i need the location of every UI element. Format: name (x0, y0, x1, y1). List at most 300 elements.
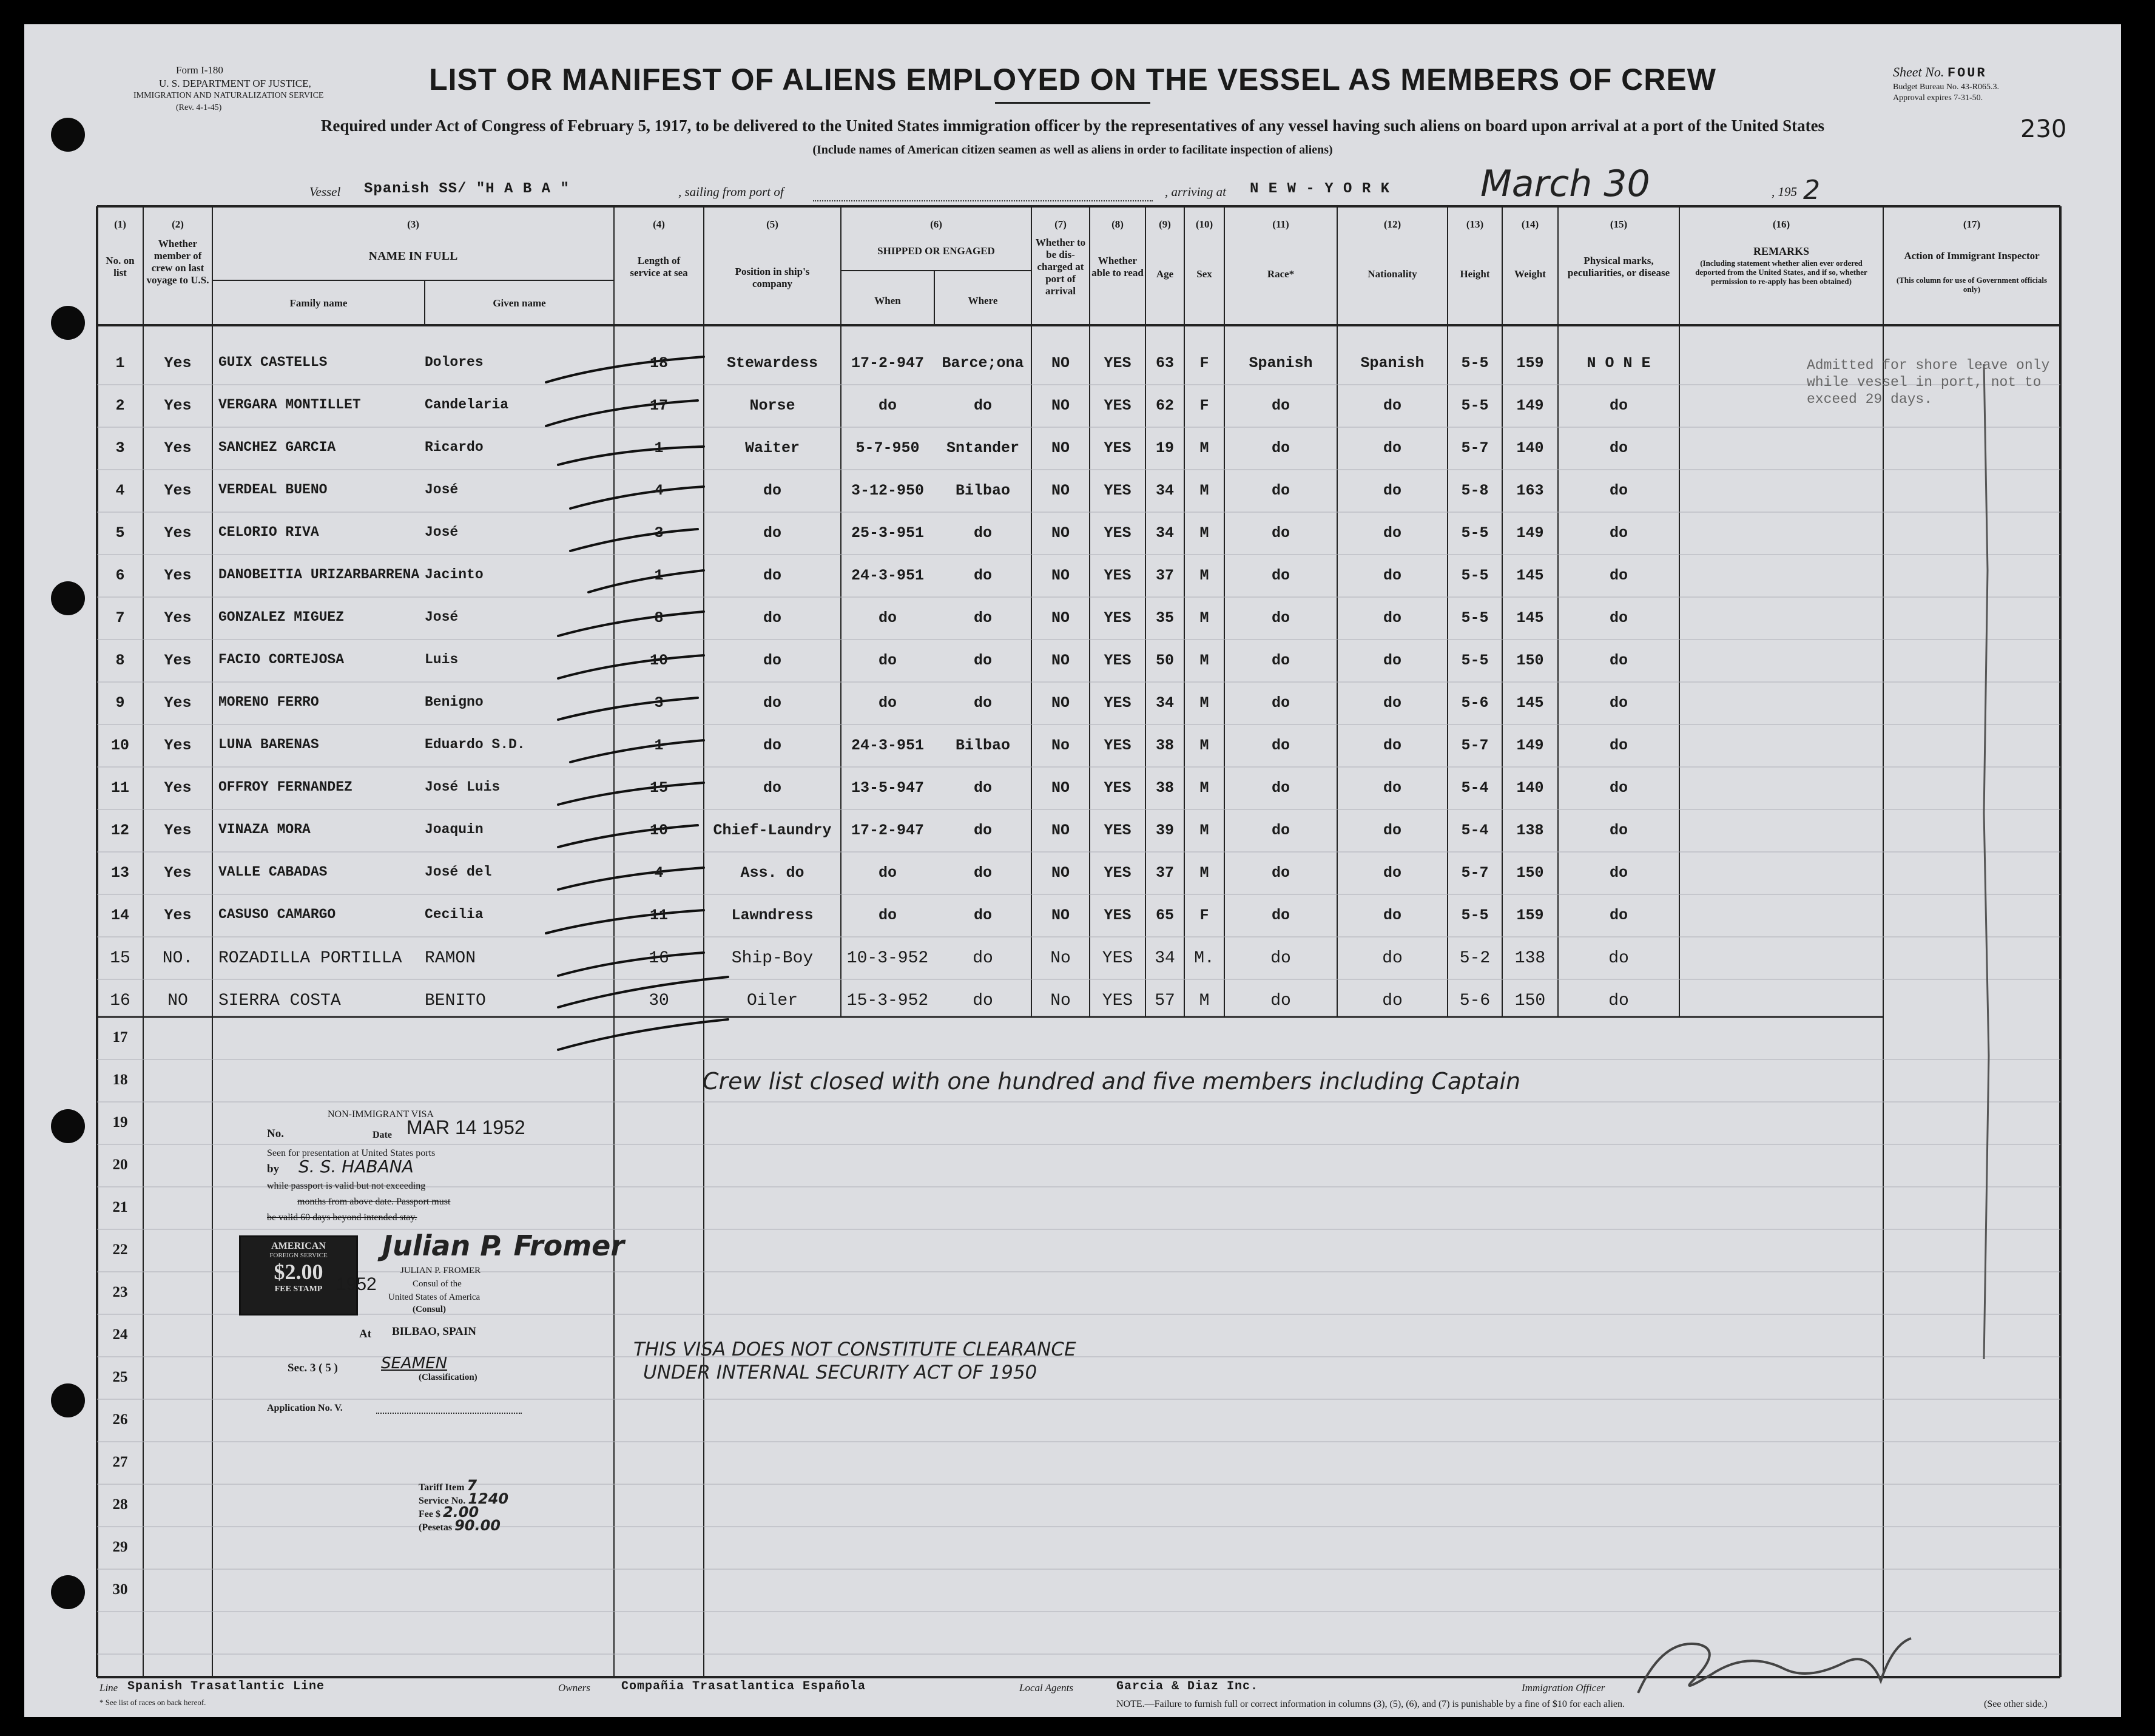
col-num-5: (5) (766, 218, 778, 230)
stamp-year: 1952 (336, 1274, 377, 1294)
visa-application: Application No. V. (267, 1403, 343, 1413)
year-handwritten: 2 (1803, 175, 1820, 206)
position-cell: Waiter (744, 439, 800, 457)
sex-cell: M (1199, 567, 1209, 584)
weight-cell: 150 (1516, 652, 1544, 669)
given-name-cell: José Luis (425, 779, 501, 795)
nationality-cell: do (1383, 482, 1401, 499)
last-voyage-cell: Yes (164, 694, 192, 712)
age-cell: 38 (1155, 779, 1174, 797)
weight-cell: 150 (1514, 991, 1546, 1010)
age-cell: 34 (1155, 482, 1174, 499)
sheet-label-text: Sheet No. (1893, 64, 1944, 79)
given-name-cell: Benigno (425, 694, 484, 710)
remarks-shore-leave: Admitted for shore leave only while vessel in port, not to exceed 29 days. (1807, 357, 2050, 407)
visa-header: NON-IMMIGRANT VISA (328, 1109, 434, 1120)
shipped-when-cell: 10-3-952 (846, 949, 929, 968)
given-name-cell: José del (425, 864, 492, 880)
family-name-cell: VALLE CABADAS (218, 864, 328, 880)
shipped-where-cell: do (973, 609, 992, 627)
able-to-read-cell: YES (1104, 907, 1131, 924)
race-cell: do (1270, 949, 1291, 968)
footer-owners-label: Owners (558, 1682, 590, 1694)
nationality-cell: do (1382, 991, 1403, 1010)
length-of-service-cell: 10 (649, 822, 668, 839)
row-number-cell: 15 (110, 949, 130, 968)
height-cell: 5-5 (1461, 609, 1489, 627)
header-name-in-full: NAME IN FULL (368, 249, 458, 263)
vessel-label: Vessel (309, 184, 341, 199)
empty-row-number: 22 (112, 1241, 128, 1258)
visa-be-valid: be valid 60 days beyond intended stay. (267, 1212, 417, 1223)
shipped-where-cell: do (973, 949, 993, 968)
page-number: 230 (2020, 115, 2067, 143)
manifest-sheet (24, 24, 2121, 1717)
consul-name: JULIAN P. FROMER (400, 1266, 481, 1275)
height-cell: 5-8 (1461, 482, 1489, 499)
length-of-service-cell: 1 (654, 439, 664, 457)
visa-by-value: S. S. HABANA (298, 1157, 414, 1177)
sex-cell: M (1199, 609, 1209, 627)
discharged-cell: NO (1051, 864, 1070, 882)
header-weight: Weight (1514, 268, 1546, 280)
last-voyage-cell: Yes (164, 439, 192, 457)
age-cell: 34 (1155, 694, 1174, 712)
given-name-cell: Joaquin (425, 822, 484, 837)
shipped-when-cell: 3-12-950 (851, 482, 925, 499)
position-cell: Oiler (746, 991, 798, 1010)
race-cell: do (1271, 652, 1290, 669)
race-cell: do (1271, 907, 1290, 924)
able-to-read-cell: YES (1104, 737, 1131, 754)
footer-agents-label: Local Agents (1019, 1682, 1073, 1694)
discharged-cell: NO (1051, 779, 1070, 797)
physical-marks-cell: do (1609, 907, 1628, 924)
shipped-when-cell: 5-7-950 (855, 439, 920, 457)
physical-marks-cell: do (1609, 397, 1628, 414)
sex-cell: F (1199, 354, 1209, 372)
nationality-cell: do (1383, 822, 1401, 839)
position-cell: Ass. do (740, 864, 804, 882)
age-cell: 57 (1155, 991, 1175, 1010)
position-cell: do (763, 567, 781, 584)
discharged-cell: NO (1051, 652, 1070, 669)
fee-stamp-line1: AMERICAN (271, 1241, 326, 1251)
header-discharged: Whether to be dis-charged at port of arrival (1035, 237, 1086, 297)
footer-line-label: Line (99, 1682, 118, 1694)
physical-marks-cell: do (1609, 524, 1628, 542)
length-of-service-cell: 10 (649, 652, 668, 669)
empty-row-number: 28 (112, 1496, 128, 1513)
discharged-cell: NO (1051, 822, 1070, 839)
physical-marks-cell: do (1609, 482, 1628, 499)
consul-usa: United States of America (388, 1292, 481, 1302)
age-cell: 37 (1155, 864, 1174, 882)
visa-while: while passport is valid but not exceeding (267, 1181, 426, 1191)
shipped-where-cell: do (973, 567, 992, 584)
nationality-cell: do (1383, 567, 1401, 584)
age-cell: 34 (1155, 524, 1174, 542)
page-title: LIST OR MANIFEST OF ALIENS EMPLOYED ON THE VESSEL AS MEMBERS OF CREW (429, 62, 1716, 96)
position-cell: do (763, 609, 781, 627)
nationality-cell: do (1383, 652, 1401, 669)
age-cell: 63 (1155, 354, 1174, 372)
officer-signature (1626, 1626, 1929, 1699)
nationality-cell: do (1383, 609, 1401, 627)
last-voyage-cell: NO (167, 991, 188, 1010)
family-name-cell: DANOBEITIA URIZARBARRENA (218, 567, 420, 583)
physical-marks-cell: N O N E (1587, 354, 1651, 372)
shipped-when-cell: 17-2-947 (851, 354, 925, 372)
header-family-name: Family name (289, 297, 348, 309)
shipped-where-cell: Bilbao (955, 482, 1010, 499)
able-to-read-cell: YES (1104, 482, 1131, 499)
row-number-cell: 14 (110, 907, 129, 924)
age-cell: 50 (1155, 652, 1174, 669)
length-of-service-cell: 11 (649, 907, 668, 924)
shipped-when-cell: do (878, 907, 897, 924)
nationality-cell: do (1383, 864, 1401, 882)
header-given-name: Given name (493, 297, 546, 309)
age-cell: 34 (1155, 949, 1175, 968)
empty-row-number: 30 (112, 1581, 128, 1598)
sex-cell: M. (1194, 949, 1215, 968)
discharged-cell: No (1051, 737, 1070, 754)
last-voyage-cell: Yes (164, 822, 192, 839)
clearance-note-line2: UNDER INTERNAL SECURITY ACT OF 1950 (643, 1362, 1037, 1383)
row-number-cell: 7 (115, 609, 125, 627)
physical-marks-cell: do (1609, 439, 1628, 457)
position-cell: Chief-Laundry (713, 822, 832, 839)
height-cell: 5-4 (1461, 822, 1489, 839)
footer-line-value: Spanish Trasatlantic Line (127, 1680, 325, 1694)
col-num-1: (1) (114, 218, 126, 230)
empty-row-number: 20 (112, 1157, 128, 1173)
discharged-cell: NO (1051, 567, 1070, 584)
shipped-where-cell: do (973, 907, 992, 924)
header-no-on-list: No. on list (106, 255, 135, 279)
sex-cell: F (1199, 397, 1209, 414)
last-voyage-cell: NO. (162, 949, 194, 968)
shipped-when-cell: do (878, 397, 897, 414)
tariff-service-value: 1240 (468, 1490, 509, 1507)
weight-cell: 138 (1514, 949, 1546, 968)
header-sex: Sex (1196, 268, 1212, 280)
able-to-read-cell: YES (1104, 652, 1131, 669)
last-voyage-cell: Yes (164, 354, 192, 372)
sex-cell: M (1199, 524, 1209, 542)
visa-no: No. (267, 1127, 284, 1140)
last-voyage-cell: Yes (164, 524, 192, 542)
col-num-15: (15) (1610, 218, 1628, 230)
shipped-when-cell: 17-2-947 (851, 822, 925, 839)
able-to-read-cell: YES (1104, 864, 1131, 882)
col-num-16: (16) (1772, 218, 1790, 230)
approval-expires: Approval expires 7-31-50. (1893, 93, 1983, 103)
race-cell: do (1270, 991, 1291, 1010)
consul-title: Consul of the (413, 1279, 462, 1289)
given-name-cell: Eduardo S.D. (425, 737, 525, 752)
discharged-cell: NO (1051, 907, 1070, 924)
given-name-cell: RAMON (425, 949, 476, 968)
visa-sec: Sec. 3 ( 5 ) (288, 1362, 338, 1374)
consul-sub: (Consul) (413, 1305, 447, 1314)
family-name-cell: VERDEAL BUENO (218, 482, 328, 498)
weight-cell: 140 (1516, 439, 1544, 457)
given-name-cell: Luis (425, 652, 459, 667)
tariff-item-value: 7 (467, 1477, 477, 1494)
shipped-where-cell: do (973, 864, 992, 882)
header-height: Height (1460, 268, 1490, 280)
shipped-when-cell: 15-3-952 (846, 991, 929, 1010)
position-cell: do (763, 482, 781, 499)
visa-application-blank (376, 1413, 522, 1414)
empty-row-number: 25 (112, 1369, 128, 1385)
crew-list-closed-note: Crew list closed with one hundred and five members including Captain (703, 1068, 1521, 1095)
tariff-pesetas-label: (Pesetas (419, 1522, 453, 1533)
able-to-read-cell: YES (1102, 991, 1133, 1010)
sex-cell: M (1199, 822, 1209, 839)
shipped-when-cell: 13-5-947 (851, 779, 925, 797)
row-number-cell: 16 (110, 991, 130, 1010)
length-of-service-cell: 16 (649, 949, 669, 968)
shipped-where-cell: do (973, 397, 992, 414)
header-physical-marks: Physical marks, peculiarities, or disease (1567, 255, 1670, 279)
weight-cell: 159 (1516, 354, 1544, 372)
family-name-cell: CASUSO CAMARGO (218, 907, 336, 922)
height-cell: 5-6 (1461, 694, 1489, 712)
sex-cell: M (1199, 991, 1210, 1010)
height-cell: 5-7 (1461, 737, 1489, 754)
header-action-sub: (This column for use of Government officials only) (1896, 275, 2048, 294)
header-member-last-voyage: Whether member of crew on last voyage to U.S. (146, 238, 209, 286)
nationality-cell: do (1383, 524, 1401, 542)
position-cell: do (763, 694, 781, 712)
last-voyage-cell: Yes (164, 609, 192, 627)
able-to-read-cell: YES (1102, 949, 1133, 968)
physical-marks-cell: do (1608, 991, 1629, 1010)
discharged-cell: NO (1051, 524, 1070, 542)
position-cell: do (763, 652, 781, 669)
family-name-cell: ROZADILLA PORTILLA (218, 949, 402, 968)
footer-owners-value: Compañia Trasatlantica Española (621, 1680, 866, 1694)
header-remarks-sub: (Including statement whether alien ever ordered deported from the United States, and if so, whether permission to re-apply has been obtained) (1695, 258, 1867, 286)
shipped-where-cell: do (973, 524, 992, 542)
family-name-cell: CELORIO RIVA (218, 524, 319, 540)
shipped-when-cell: do (878, 864, 897, 882)
discharged-cell: No (1050, 991, 1071, 1010)
footer-note: NOTE.—Failure to furnish full or correct information in columns (3), (5), (6), and (7) is punishable by a fine of $10 for each alien. (1116, 1699, 1625, 1709)
row-number-cell: 5 (115, 524, 125, 542)
length-of-service-cell: 1 (654, 737, 664, 754)
tariff-service-label: Service No. (419, 1496, 466, 1506)
shipped-where-cell: do (973, 991, 993, 1010)
race-cell: do (1271, 439, 1290, 457)
given-name-cell: José (425, 609, 459, 625)
header-nationality: Nationality (1368, 268, 1417, 280)
last-voyage-cell: Yes (164, 907, 192, 924)
col-num-17: (17) (1963, 218, 1981, 230)
length-of-service-cell: 15 (649, 779, 668, 797)
length-of-service-cell: 17 (649, 397, 668, 414)
given-name-cell: Candelaria (425, 397, 509, 413)
visa-by: by (267, 1163, 280, 1175)
age-cell: 38 (1155, 737, 1174, 754)
able-to-read-cell: YES (1104, 822, 1131, 839)
tariff-pesetas-value: 90.00 (454, 1517, 501, 1534)
height-cell: 5-5 (1461, 907, 1489, 924)
family-name-cell: GONZALEZ MIGUEZ (218, 609, 345, 625)
length-of-service-cell: 3 (654, 524, 664, 542)
footer-see-other: (See other side.) (1984, 1699, 2048, 1709)
race-cell: do (1271, 397, 1290, 414)
row-number-cell: 8 (115, 652, 125, 669)
able-to-read-cell: YES (1104, 609, 1131, 627)
given-name-cell: Dolores (425, 354, 484, 370)
discharged-cell: NO (1051, 354, 1070, 372)
able-to-read-cell: YES (1104, 694, 1131, 712)
col-num-7: (7) (1054, 218, 1067, 230)
length-of-service-cell: 30 (649, 991, 669, 1010)
col-num-3: (3) (407, 218, 419, 230)
year-label: , 195 (1772, 184, 1797, 199)
discharged-cell: NO (1051, 439, 1070, 457)
given-name-cell: José (425, 524, 459, 540)
weight-cell: 138 (1516, 822, 1544, 839)
visa-months: months from above date. Passport must (297, 1197, 451, 1207)
race-cell: do (1271, 609, 1290, 627)
arriving-value: N E W - Y O R K (1250, 181, 1391, 197)
header-age: Age (1156, 268, 1174, 280)
col-num-14: (14) (1521, 218, 1539, 230)
tariff-item-label: Tariff Item (419, 1482, 465, 1493)
sex-cell: M (1199, 694, 1209, 712)
shipped-when-cell: 25-3-951 (851, 524, 925, 542)
footer-agents-value: Garcia & Diaz Inc. (1116, 1680, 1259, 1694)
sex-cell: M (1199, 864, 1209, 882)
form-number: Form I-180 (176, 64, 223, 76)
weight-cell: 149 (1516, 737, 1544, 754)
sex-cell: M (1199, 439, 1209, 457)
family-name-cell: SIERRA COSTA (218, 991, 341, 1010)
able-to-read-cell: YES (1104, 439, 1131, 457)
physical-marks-cell: do (1609, 737, 1628, 754)
length-of-service-cell: 4 (654, 482, 664, 499)
position-cell: do (763, 737, 781, 754)
visa-date-value: MAR 14 1952 (406, 1116, 525, 1138)
col-num-10: (10) (1195, 218, 1213, 230)
visa-seen: Seen for presentation at United States ports (267, 1148, 436, 1158)
family-name-cell: VINAZA MORA (218, 822, 311, 837)
physical-marks-cell: do (1609, 567, 1628, 584)
shipped-where-cell: Sntander (946, 439, 1020, 457)
height-cell: 5-5 (1461, 354, 1489, 372)
physical-marks-cell: do (1609, 864, 1628, 882)
race-cell: do (1271, 524, 1290, 542)
position-cell: Norse (749, 397, 795, 414)
position-cell: Lawndress (731, 907, 814, 924)
height-cell: 5-5 (1461, 567, 1489, 584)
header-remarks: REMARKS (1753, 245, 1809, 257)
discharged-cell: NO (1051, 397, 1070, 414)
family-name-cell: GUIX CASTELLS (218, 354, 328, 370)
physical-marks-cell: do (1609, 822, 1628, 839)
sailing-label: , sailing from port of (678, 184, 784, 199)
discharged-cell: No (1050, 949, 1071, 968)
header-length-service: Length of service at sea (630, 255, 688, 279)
physical-marks-cell: do (1608, 949, 1629, 968)
nationality-cell: do (1383, 779, 1401, 797)
race-cell: do (1271, 822, 1290, 839)
weight-cell: 163 (1516, 482, 1544, 499)
given-name-cell: BENITO (425, 991, 486, 1010)
row-number-cell: 4 (115, 482, 125, 499)
height-cell: 5-5 (1461, 397, 1489, 414)
col-num-11: (11) (1272, 218, 1289, 230)
nationality-cell: Spanish (1360, 354, 1425, 372)
race-cell: do (1271, 864, 1290, 882)
given-name-cell: José (425, 482, 459, 498)
height-cell: 5-5 (1461, 652, 1489, 669)
include-note: (Include names of American citizen seamen as well as aliens in order to facilitate inspection of aliens) (812, 143, 1333, 157)
race-cell: do (1271, 737, 1290, 754)
weight-cell: 145 (1516, 567, 1544, 584)
form-department: U. S. DEPARTMENT OF JUSTICE, (159, 78, 311, 89)
fee-stamp-line2: FOREIGN SERVICE (269, 1252, 328, 1259)
header-action: Action of Immigrant Inspector (1904, 250, 2040, 262)
col-num-13: (13) (1466, 218, 1484, 230)
position-cell: do (763, 779, 781, 797)
empty-row-number: 27 (112, 1454, 128, 1470)
fee-stamp-line3: FEE STAMP (274, 1285, 323, 1294)
empty-row-number: 23 (112, 1284, 128, 1300)
race-cell: do (1271, 694, 1290, 712)
nationality-cell: do (1383, 397, 1401, 414)
height-cell: 5-7 (1461, 439, 1489, 457)
empty-row-number: 19 (112, 1114, 128, 1130)
visa-classification: (Classification) (419, 1373, 477, 1382)
given-name-cell: Cecilia (425, 907, 484, 922)
tariff-fee-label: Fee $ (419, 1509, 440, 1519)
shipped-where-cell: Bilbao (955, 737, 1010, 754)
physical-marks-cell: do (1609, 652, 1628, 669)
shipped-when-cell: do (878, 694, 897, 712)
footer-races-note: * See list of races on back hereof. (99, 1698, 206, 1707)
row-number-cell: 6 (115, 567, 125, 584)
visa-date-label: Date (373, 1130, 392, 1140)
header-shipped: SHIPPED OR ENGAGED (877, 245, 995, 257)
row-number-cell: 11 (110, 779, 129, 797)
visa-sec-value: SEAMEN (381, 1354, 448, 1373)
row-number-cell: 3 (115, 439, 125, 457)
sex-cell: M (1199, 652, 1209, 669)
last-voyage-cell: Yes (164, 482, 192, 499)
sheet-value: FOUR (1947, 66, 1987, 81)
height-cell: 5-4 (1461, 779, 1489, 797)
family-name-cell: OFFROY FERNANDEZ (218, 779, 352, 795)
height-cell: 5-5 (1461, 524, 1489, 542)
vessel-value: Spanish SS/ "H A B A " (364, 181, 570, 197)
able-to-read-cell: YES (1104, 567, 1131, 584)
age-cell: 39 (1155, 822, 1174, 839)
given-name-cell: Ricardo (425, 439, 484, 455)
physical-marks-cell: do (1609, 779, 1628, 797)
weight-cell: 145 (1516, 694, 1544, 712)
age-cell: 35 (1155, 609, 1174, 627)
given-name-cell: Jacinto (425, 567, 484, 583)
shipped-where-cell: do (973, 822, 992, 839)
last-voyage-cell: Yes (164, 652, 192, 669)
